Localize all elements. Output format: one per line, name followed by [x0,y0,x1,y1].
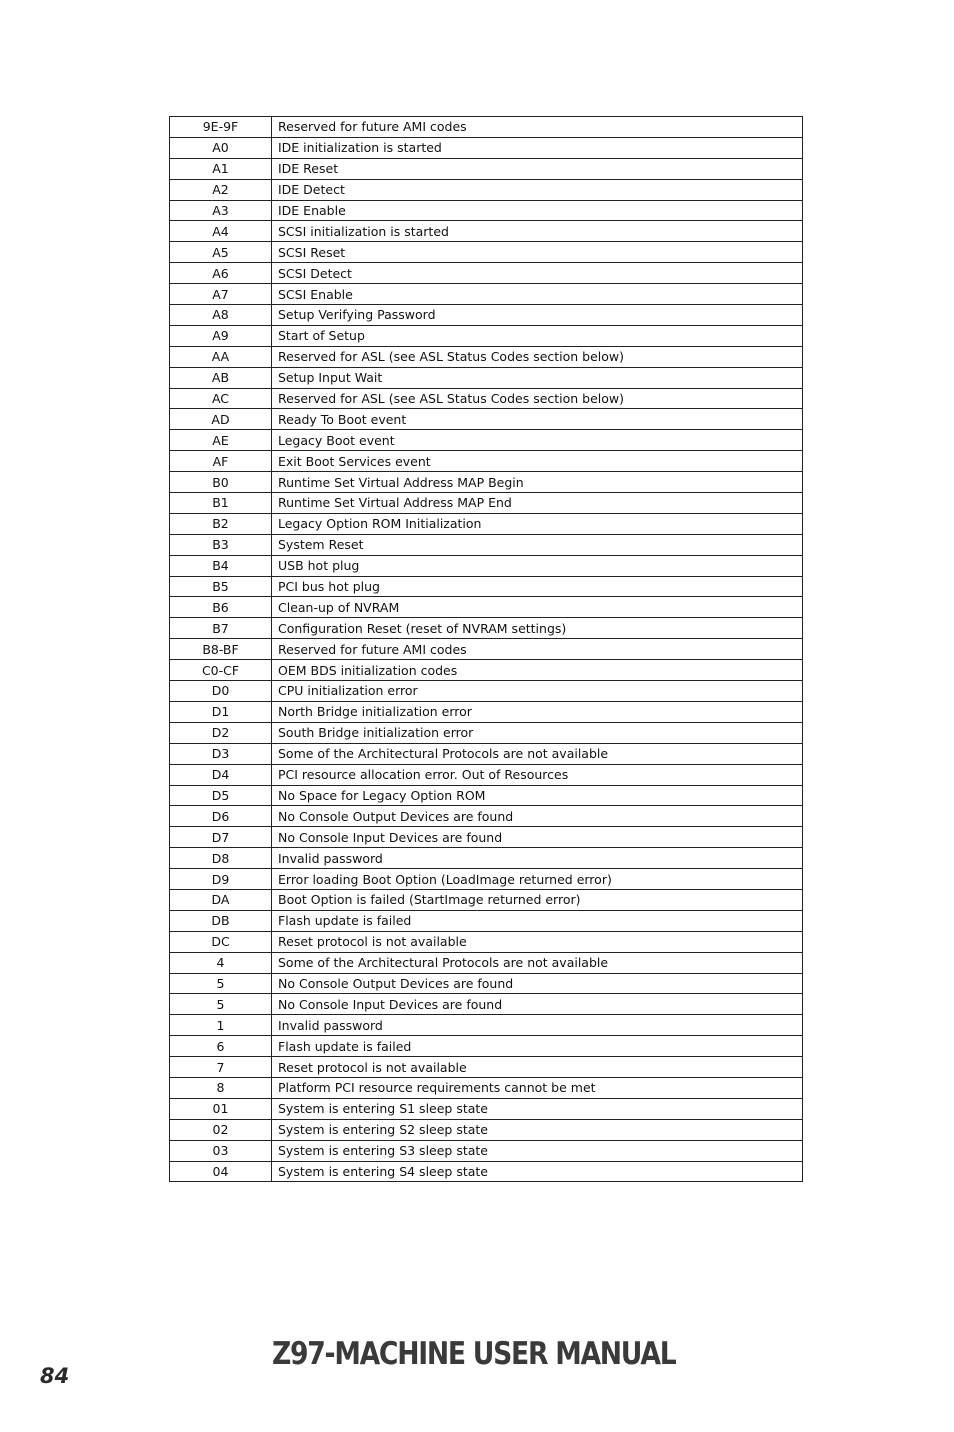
status-code-cell: 6 [170,1036,272,1057]
status-description-cell: OEM BDS initialization codes [272,660,803,681]
status-description-cell: IDE Reset [272,158,803,179]
status-code-cell: A4 [170,221,272,242]
status-description-cell: Platform PCI resource requirements cannot be met [272,1077,803,1098]
status-code-cell: 9E-9F [170,117,272,138]
table-row [170,1119,803,1140]
status-description-cell: PCI resource allocation error. Out of Resources [272,764,803,785]
status-code-cell: D1 [170,701,272,722]
status-description-cell: Configuration Reset (reset of NVRAM settings) [272,618,803,639]
table-row [170,639,803,660]
status-code-cell: AB [170,367,272,388]
status-description-cell: Setup Input Wait [272,367,803,388]
table-row [170,409,803,430]
table-row [170,722,803,743]
table-row [170,534,803,555]
status-code-cell: D9 [170,869,272,890]
status-description-cell: Reset protocol is not available [272,931,803,952]
status-description-cell: USB hot plug [272,555,803,576]
table-row [170,681,803,702]
table-row [170,973,803,994]
status-code-cell: 4 [170,952,272,973]
table-row [170,597,803,618]
status-description-cell: Reserved for ASL (see ASL Status Codes section below) [272,388,803,409]
table-row [170,910,803,931]
table-row [170,931,803,952]
table-row [170,367,803,388]
status-description-cell: Legacy Option ROM Initialization [272,513,803,534]
status-description-cell: Flash update is failed [272,1036,803,1057]
table-row [170,1015,803,1036]
status-code-cell: 8 [170,1077,272,1098]
status-description-cell: Flash update is failed [272,910,803,931]
status-description-cell: System is entering S4 sleep state [272,1161,803,1182]
status-code-cell: A9 [170,325,272,346]
status-description-cell: Exit Boot Services event [272,451,803,472]
table-row [170,346,803,367]
status-description-cell: North Bridge initialization error [272,701,803,722]
status-code-cell: AA [170,346,272,367]
table-row [170,1077,803,1098]
table-row [170,764,803,785]
table-row [170,325,803,346]
status-description-cell: Invalid password [272,1015,803,1036]
status-code-cell: B7 [170,618,272,639]
status-description-cell: IDE Enable [272,200,803,221]
status-code-cell: D0 [170,681,272,702]
table-row [170,1161,803,1182]
table-row [170,305,803,326]
table-row [170,263,803,284]
status-code-cell: D4 [170,764,272,785]
status-description-cell: No Console Output Devices are found [272,973,803,994]
status-code-cell: C0-CF [170,660,272,681]
table-row [170,221,803,242]
status-code-cell: DB [170,910,272,931]
table-row [170,430,803,451]
status-code-table [169,116,803,1182]
status-code-cell: A1 [170,158,272,179]
table-row [170,701,803,722]
status-description-cell: SCSI Detect [272,263,803,284]
status-code-cell: A2 [170,179,272,200]
status-code-cell: DC [170,931,272,952]
table-row [170,1140,803,1161]
status-description-cell: No Space for Legacy Option ROM [272,785,803,806]
status-description-cell: South Bridge initialization error [272,722,803,743]
table-row [170,827,803,848]
status-code-cell: AF [170,451,272,472]
table-row [170,555,803,576]
status-code-cell: DA [170,889,272,910]
status-code-cell: 03 [170,1140,272,1161]
status-description-cell: System is entering S1 sleep state [272,1098,803,1119]
status-description-cell: IDE Detect [272,179,803,200]
table-row [170,660,803,681]
status-description-cell: Legacy Boot event [272,430,803,451]
status-description-cell: Boot Option is failed (StartImage returned error) [272,889,803,910]
table-row [170,994,803,1015]
status-description-cell: Runtime Set Virtual Address MAP Begin [272,472,803,493]
status-description-cell: Some of the Architectural Protocols are not available [272,743,803,764]
status-code-cell: A3 [170,200,272,221]
table-row [170,451,803,472]
status-code-cell: 5 [170,973,272,994]
status-description-cell: CPU initialization error [272,681,803,702]
table-row [170,493,803,514]
table-row [170,200,803,221]
status-code-table-body [170,117,803,1182]
status-description-cell: No Console Input Devices are found [272,994,803,1015]
status-description-cell: PCI bus hot plug [272,576,803,597]
status-description-cell: System Reset [272,534,803,555]
status-code-cell: B5 [170,576,272,597]
manual-title: Z97-MACHINE USER MANUAL [272,1336,676,1372]
status-code-cell: B8-BF [170,639,272,660]
status-description-cell: Runtime Set Virtual Address MAP End [272,493,803,514]
status-description-cell: System is entering S3 sleep state [272,1140,803,1161]
status-code-cell: 1 [170,1015,272,1036]
table-row [170,848,803,869]
status-code-cell: D5 [170,785,272,806]
status-code-cell: B6 [170,597,272,618]
status-description-cell: SCSI initialization is started [272,221,803,242]
status-description-cell: IDE initialization is started [272,137,803,158]
status-code-cell: B2 [170,513,272,534]
status-code-cell: D6 [170,806,272,827]
table-row [170,1036,803,1057]
table-row [170,137,803,158]
status-description-cell: SCSI Enable [272,284,803,305]
status-code-cell: B1 [170,493,272,514]
status-description-cell: Invalid password [272,848,803,869]
table-row [170,952,803,973]
status-description-cell: Some of the Architectural Protocols are not available [272,952,803,973]
status-description-cell: Setup Verifying Password [272,305,803,326]
status-code-cell: A8 [170,305,272,326]
table-row [170,242,803,263]
table-row [170,806,803,827]
status-code-cell: A0 [170,137,272,158]
status-code-cell: D8 [170,848,272,869]
status-description-cell: Reserved for ASL (see ASL Status Codes section below) [272,346,803,367]
status-description-cell: Reserved for future AMI codes [272,117,803,138]
table-row [170,618,803,639]
status-code-cell: 7 [170,1057,272,1078]
table-row [170,284,803,305]
status-code-cell: D3 [170,743,272,764]
status-code-cell: D2 [170,722,272,743]
status-code-cell: 5 [170,994,272,1015]
table-row [170,472,803,493]
status-code-cell: 01 [170,1098,272,1119]
status-code-cell: B3 [170,534,272,555]
status-description-cell: No Console Output Devices are found [272,806,803,827]
table-row [170,388,803,409]
table-row [170,785,803,806]
status-description-cell: Clean-up of NVRAM [272,597,803,618]
table-row [170,889,803,910]
status-code-cell: AC [170,388,272,409]
status-description-cell: No Console Input Devices are found [272,827,803,848]
status-code-cell: 02 [170,1119,272,1140]
table-row [170,1057,803,1078]
status-code-cell: AE [170,430,272,451]
status-description-cell: Error loading Boot Option (LoadImage returned error) [272,869,803,890]
table-row [170,576,803,597]
table-row [170,117,803,138]
status-description-cell: Reset protocol is not available [272,1057,803,1078]
table-row [170,1098,803,1119]
page-number: 84 [40,1364,70,1388]
status-description-cell: SCSI Reset [272,242,803,263]
status-code-cell: B4 [170,555,272,576]
status-code-cell: 04 [170,1161,272,1182]
status-code-cell: A6 [170,263,272,284]
table-row [170,513,803,534]
table-row [170,743,803,764]
status-code-cell: A7 [170,284,272,305]
status-code-cell: AD [170,409,272,430]
status-description-cell: System is entering S2 sleep state [272,1119,803,1140]
table-row [170,179,803,200]
table-row [170,869,803,890]
status-code-cell: D7 [170,827,272,848]
status-code-cell: A5 [170,242,272,263]
status-description-cell: Start of Setup [272,325,803,346]
table-row [170,158,803,179]
status-code-cell: B0 [170,472,272,493]
status-description-cell: Ready To Boot event [272,409,803,430]
status-description-cell: Reserved for future AMI codes [272,639,803,660]
